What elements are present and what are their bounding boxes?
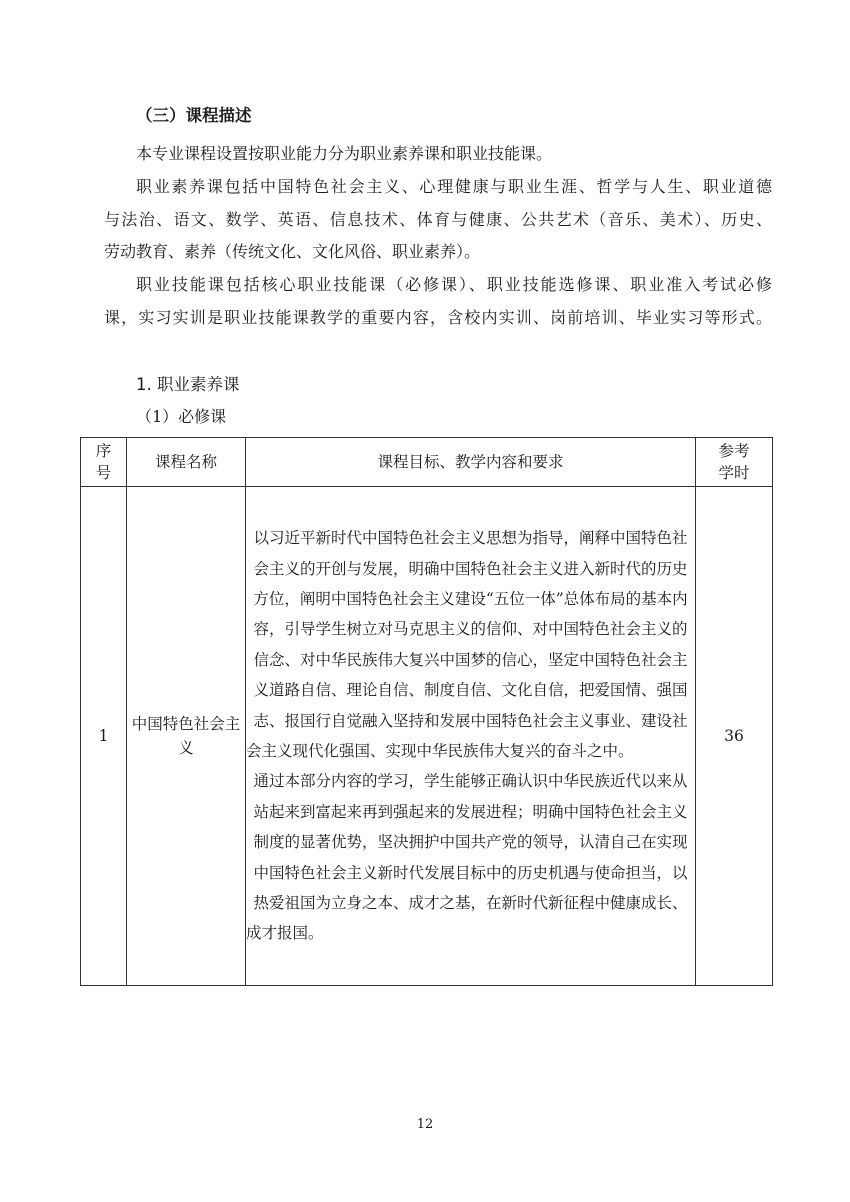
- paragraph-2-line-1: 职业技能课包括核心职业技能课（必修课）、职业技能选修课、职业准入考试必修: [136, 275, 772, 294]
- subsection-heading: 1. 职业素养课: [136, 375, 240, 394]
- paragraph-1-line-3: 劳动教育、素养（传统文化、文化风俗、职业素养）。: [104, 242, 481, 261]
- paragraph-1-line-2: 与法治、语文、数学、英语、信息技术、体育与健康、公共艺术（音乐、美术）、历史、: [104, 210, 772, 229]
- section-heading: （三）课程描述: [136, 106, 252, 125]
- content-paragraph-1: 以习近平新时代中国特色社会主义思想为指导，阐释中国特色社会主义的开创与发展，明确中国特色社会主义进入新时代的历史方位，阐明中国特色社会主义建设“五位一体”总体布局的基本内容，引导学生树立对马克思主义的信仰、对中国特色社会主义的信念、对中华民族伟大复兴中国梦的信心，坚定中国特色社会主义道路自信、理论自信、制度自信、文化自信，把爱国情、强国志、报国行自觉融入坚持和发展中国特色社会主义事业、建设社会主义现代化强国、实现中华民族伟大复兴的奋斗之中。: [246, 529, 688, 760]
- paragraph-2-line-2: 课，实习实训是职业技能课教学的重要内容，含校内实训、岗前培训、毕业实习等形式。: [104, 308, 772, 327]
- row-hours: 36: [696, 487, 773, 986]
- intro-paragraph: 本专业课程设置按职业能力分为职业素养课和职业技能课。: [136, 144, 553, 163]
- sub-subsection-heading: （1）必修课: [136, 407, 227, 426]
- header-num: 序号: [81, 438, 127, 487]
- table-row: [81, 487, 773, 986]
- header-content: 课程目标、教学内容和要求: [246, 438, 696, 487]
- row-course-name: 中国特色社会主义: [127, 487, 246, 986]
- course-table: [80, 437, 773, 986]
- row-num: 1: [81, 487, 127, 986]
- paragraph-1-line-1: 职业素养课包括中国特色社会主义、心理健康与职业生涯、哲学与人生、职业道德: [136, 177, 772, 196]
- header-name: 课程名称: [127, 438, 246, 487]
- header-hours: 参考学时: [696, 438, 773, 487]
- table-header-row: [81, 438, 773, 487]
- page-number: 12: [416, 1117, 434, 1132]
- row-content: [246, 487, 696, 986]
- content-paragraph-2: 通过本部分内容的学习，学生能够正确认识中华民族近代以来从站起来到富起来再到强起来的发展进程；明确中国特色社会主义制度的显著优势，坚决拥护中国共产党的领导，认清自己在实现中国特色社会主义新时代发展目标中的历史机遇与使命担当，以热爱祖国为立身之本、成才之基，在新时代新征程中健康成长、成才报国。: [246, 772, 688, 943]
